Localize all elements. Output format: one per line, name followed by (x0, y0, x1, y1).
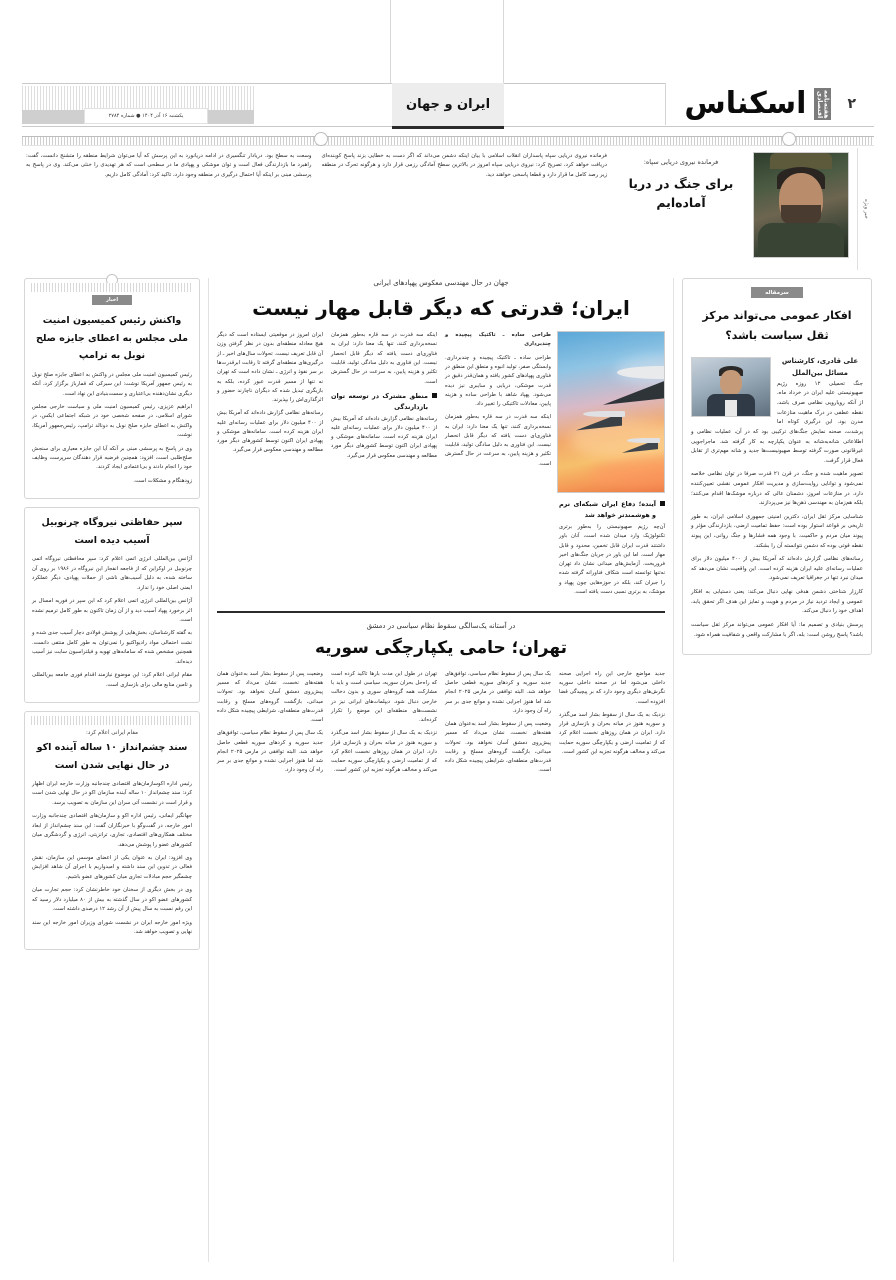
date-block (22, 84, 254, 126)
banner-vertical-label-wrap (857, 148, 874, 270)
editorial-para: پرسش بنیادی و تصمیم ما: آیا افکار عمومی می‌تواند مرکز ثقل سیاست باشد؟ پاسخ روشن است: بله، اگر با مشارکت واقعی و شفافیت همراه شود. (691, 621, 863, 638)
main-para: رسانه‌های نظامی گزارش داده‌اند که آمریکا بیش از ۴۰۰ میلیون دلار برای عملیات رسانه‌ای علیه ایران هزینه کرده است. سامانه‌های موشکی و پهپادی ایران اکنون توسط کشورهای دیگر مورد مطالعه و مهندسی معکوس قرار می‌گیرد. (331, 415, 437, 459)
main-story-grid (217, 331, 665, 601)
editorial-column (673, 278, 874, 1262)
bullet-square-icon (660, 501, 665, 506)
second-para: جدید مواضع خارجی این راه اجرایی صحنه داخلی می‌شود اما در صحنه داخلی سوریه نگرش‌های دیگری وجود دارد که بر پیچیدگی قضا افزوده است. (559, 670, 665, 705)
drone-primary (603, 374, 665, 400)
banner-photo (753, 152, 849, 258)
hatch-ornament (22, 86, 254, 110)
subhead-2-text: منطق مشترک در توسعه توان بازدارندگی (331, 391, 428, 411)
news-para: ویژه امور خارجه ایران در نشست شورای وزیران امور خارجه این سند نهایی و تصویب خواهد شد. (32, 919, 192, 935)
center-column (209, 278, 673, 1262)
news-para: جهانگیر ایمانی، رئیس اداره اکو و سازمان‌های اقتصادی چندجانبه وزارت امور خارجه، در گفت‌وگو با خبرنگاران گفت: این سند چشم‌انداز از ابعاد مختلف همکاری‌های اقتصادی، تجاری، ترانزیتی، انرژی و گردشگری میان کشورهای عضو را پوشش می‌دهد. (32, 813, 192, 848)
news-card-1-headline[interactable]: واکنش رئیس کمیسیون امنیت ملی مجلس به اعطای جایزه صلح نوبل به ترامپ (36, 315, 188, 362)
main-para: آن‌چه رژیم صهیونیستی را به‌طور برتری تکنولوژیک وارد میدان شده است، آنان باور داشتند قدرت ایران قابل تخمین، محدود و قابل مهار است. اما این باور در جریان جنگ‌های اخیر فروریخت. آزمایش‌های میدانی نشان داد تهران نه‌تنها توانسته است شکاف فناورانه گرفته شده را جبران کند، بلکه در حوزه‌هایی چون پهپاد و موشک، به برتری نسبی دست یافته است. (559, 523, 665, 595)
news-card-1-body (32, 371, 192, 487)
editorial-tag: سرمقاله (751, 287, 803, 298)
news-card-3-headline[interactable]: سند چشم‌انداز ۱۰ ساله آینده اکو در حال نهایی شدن است (36, 741, 188, 771)
news-para: زودهنگام و مشکلات است. (133, 477, 192, 484)
uniform-shape (758, 223, 844, 257)
page-number: ۲ (847, 96, 856, 112)
news-card-3[interactable] (24, 711, 200, 950)
second-story-kicker: در آستانه یک‌سالگی سقوط نظام سیاسی در دمشق (366, 622, 516, 631)
page-frame (22, 136, 874, 1262)
news-tag: اخبار (92, 295, 132, 305)
second-col-4 (217, 670, 323, 780)
hatch-ornament (31, 716, 193, 725)
news-para: رئیس اداره اکوسازمان‌های اقتصادی چندجانبه وزارت خارجه ایران اظهار کرد: سند چشم‌انداز ۱۰ ساله آینده سازمان اکو در حال نهایی شدن است و قرار است در نشست آتی سران این سازمان به تصویب برسد. (32, 781, 192, 806)
strip-rule (22, 136, 874, 146)
second-story-grid (217, 670, 665, 780)
subhead-1-text: آینده؛ دفاع ایران شبکه‌ای نرم و هوشمندتر خواهد شد (559, 500, 656, 520)
drone-secondary (576, 415, 622, 428)
main-para: طراحی ساده ـ تاکتیک پیچیده و چندبرداری. وابستگی صفر، تولید انبوه و منطق این منطق در فناوری پهپادهای کشور یافته و همان‌قدر دقیق در قدرت موشکی، دریایی و سایبری نیز دیده می‌شود. پهپاد شاهد با طراحی ساده و هزینه پایین، معادلات تاکتیکی را تغییر داد. (445, 354, 551, 408)
news-para: به گفته کارشناسان، بخش‌هایی از پوشش فولادی دچار آسیب جدی شده و نشت احتمالی مواد رادیواکتیو را نمی‌توان به طور کامل منتفی دانست. همچنین مشخص شده که سامانه‌های تهویه و فیلتراسیون سایت نیز آسیب دیده‌اند. (32, 630, 192, 665)
second-story-headline[interactable]: تهران؛ حامی یکپارچگی سوریه (314, 638, 567, 659)
brand-block (665, 83, 874, 125)
pin-icon (782, 132, 796, 146)
editorial-para: تصویر ماهیت شده و جنگ، در قرن ۲۱ قدرت صرفا در توان نظامی خلاصه نمی‌شود و توانایی روایت‌سازی و مدیریت افکار عمومی نقشی تعیین‌کننده دارد. در منازعات امروز، دشمنان عالی که درباره موشک‌ها اقدام می‌کنند؛ بلکه هم‌زمان به مهندسی ذهن‌ها نیز می‌پردازند. (691, 471, 863, 507)
news-card-3-kicker: مقام ایرانی اعلام کرد: (85, 729, 139, 736)
main-para: اینکه سه قدرت در سه قاره به‌طور همزمان نسخه‌برداری کنند، تنها یک معنا دارد: ایران به فناوری‌ای دست یافته که دیگر قابل انحصار نیست. این فناوری به دلیل سادگی تولید، قابلیت تکثیر و هزینه پایین، به سرعت در حال گسترش است. (445, 414, 551, 467)
main-para: ایران امروز در موقعیتی ایستاده است که دیگر هیچ معادله منطقه‌ای بدون در نظر گرفتن وزن آن قابل تعریف نیست. تحولات سال‌های اخیر ـ از درگیری‌های منطقه‌ای گرفته تا رقابت ابرقدرت‌ها بر سر نفوذ و انرژی ـ نشان داده است که تهران نه تنها از مسیر قدرت عبور کرده، بلکه به بازیگری تبدیل شده که دیگران ناچارند حضور و اثرگذاری‌اش را بپذیرند. (217, 332, 323, 404)
main-col-2 (445, 331, 551, 601)
news-card-2-body (32, 555, 192, 689)
banner-text (617, 148, 745, 270)
second-para: وضعیت پس از سقوط بشار اسد به‌عنوان همان هفته‌های نخست، نشان می‌داد که مسیر پیش‌روی دمشق آسان نخواهد بود. تحولات میدانی، بازگشت گروه‌های مسلح و رقابت قدرت‌های منطقه‌ای، شرایطی پیچیده شکل داده است. (217, 670, 323, 724)
second-story[interactable] (217, 621, 665, 780)
brand-logo: اسکناس (684, 86, 807, 121)
subhead-1 (559, 499, 665, 521)
second-para: تهران در طول این مدت بارها تاکید کرده است که راه‌حل بحران سوریه، سیاسی است و باید با مشارکت همه گروه‌های سوری و بدون دخالت خارجی دنبال شود. دیپلمات‌های ایرانی نیز در نشست‌های منطقه‌ای این موضع را تکرار کرده‌اند. (331, 670, 437, 724)
special-news-label: خبر ویژه (863, 199, 869, 219)
date-line: یکشنبه ۱۶ آذر ۱۴۰۴ ● شماره ۲۷۸۴ (84, 108, 208, 124)
second-para: نزدیک به یک سال از سقوط بشار اسد می‌گذرد و سوریه هنوز در میانه بحران و بازسازی قرار دارد. ایران در همان روزهای نخست اعلام کرد که از تمامیت ارضی و یکپارچگی سوریه حمایت می‌کند و مخالف هرگونه تجزیه این کشور است. (559, 711, 665, 755)
main-col-1 (559, 331, 665, 601)
brand-vertical-label: هفته‌نامه اقتصادی (815, 89, 831, 119)
main-col-3 (331, 331, 437, 601)
hatch-ornament (31, 283, 193, 292)
banner-col-1: فرمانده نیروی دریایی سپاه پاسداران انقلاب اسلامی با بیان اینکه دشمن می‌داند که اگر دست به خطایی بزند پاسخ کوبنده‌ای دریافت خواهد کرد، تصریح کرد: نیروی دریایی سپاه امروز در بالاترین سطح آمادگی رزمی قرار دارد و هرگونه تحرک در منطقه زیر رصد کامل ما قرار دارد و قطعا پاسخی خواهند دید. (321, 153, 607, 178)
main-grid (22, 278, 874, 1262)
news-card-2[interactable] (24, 507, 200, 703)
banner-col-2: وسعت به سطح بود. دریادار تنگسیری در ادامه دریانورد به این پرسش که آیا می‌توان شرایط منطقه را متشنج دانست، گفت: راهبرد ما بازدارندگی فعال است و توان موشکی و پهپادی ما در سطحی است که هر تهدیدی را خنثی می‌کند. وی در پاسخ به پرسشی مبنی بر اینکه آیا احتمال درگیری در منطقه وجود دارد، تاکید کرد: آمادگی کامل داریم. (26, 153, 312, 178)
main-para: اینکه سه قدرت در سه قاره به‌طور همزمان نسخه‌برداری کنند، تنها یک معنا دارد: ایران به فناوری‌ای دست یافته که دیگر قابل انحصار نیست. این فناوری به دلیل سادگی تولید، قابلیت تکثیر و هزینه پایین، به سرعت در حال گسترش است. (331, 332, 437, 385)
story-divider (217, 611, 665, 613)
news-para: ابراهیم عزیزی، رئیس کمیسیون امنیت ملی و سیاست خارجی مجلس شورای اسلامی، در صفحه شخصی خود در شبکه اجتماعی ایکس، در واکنش به اعطای جایزه صلح نوبل به دونالد ترامپ، رئیس‌جمهور آمریکا، نوشت. (32, 403, 192, 439)
fold-guide-left (390, 0, 391, 88)
shirt-shape (725, 400, 737, 416)
news-para: مقام ایرانی اعلام کرد: این موضوع نیازمند اقدام فوری جامعه بین‌المللی و تامین منابع مالی برای بازسازی است. (32, 672, 192, 688)
main-para: رسانه‌های نظامی گزارش داده‌اند که آمریکا بیش از ۴۰۰ میلیون دلار برای عملیات رسانه‌ای علیه ایران هزینه کرده است. سامانه‌های موشکی و پهپادی ایران اکنون توسط کشورهای دیگر مورد مطالعه و مهندسی معکوس قرار می‌گیرد. (217, 410, 323, 454)
editorial-headline[interactable]: افکار عمومی می‌تواند مرکز ثقل سیاست باشد؟ (702, 309, 852, 343)
second-col-1 (559, 670, 665, 780)
section-tab[interactable]: ایران و جهان (392, 83, 504, 129)
second-para: یک سال پس از سقوط نظام سیاسی، توافق‌های جدید سوریه و کردهای سوریه قطعی حاصل خواهد شد. البته توافقی در مارس ۲۰۲۵ انجام شد اما هنوز اجرایی نشده و موانع جدی بر سر راه آن وجود دارد. (445, 670, 551, 714)
editorial-para: کارزار شناختی دشمن هدفی نهایی دنبال می‌کند: یعنی دستیابی به افکار عمومی و ایجاد تردید نیاز در مردم و هویت و تمایز این هدف اگر تحقق یابد، اهداف خود را دنبال می‌کند. (691, 589, 863, 615)
face-shape (720, 370, 742, 396)
bullet-square-icon (432, 393, 437, 398)
news-para: آژانس بین‌المللی انرژی اتمی اعلام کرد که این سپر در فوریه امسال بر اثر برخورد پهپاد آسیب دید و از آن زمان تاکنون به طور کامل ترمیم نشده است. (32, 598, 192, 623)
news-card-3-body (32, 780, 192, 937)
news-para: وی در پاسخ به پرسشی مبنی بر آنکه آیا این جایزه معیاری برای سنجش صلح‌طلبی است، افزود: همچنین فرضیه قرار دهندگان سرپرست وظایف خود را انجام دادند و بی‌اعتمادی ایجاد کردند. (32, 445, 192, 471)
news-column (22, 278, 209, 1262)
main-story[interactable] (217, 278, 665, 601)
editorial-para: جنگ تحمیلی ۱۲ روزه رژیم صهیونیستی علیه ایران در خرداد ماه، از آنکه رویارویی نظامی صرف باشد، نقطه عطفی در درک ماهیت منازعات مدرن بود. این درگیری کوتاه اما پرشدت، صحنه نمایش جنگ‌های ترکیبی بود که در آن، عملیات نظامی و اطلاعاتی شانه‌به‌شانه به عنوان یکپارچه به کار گرفته شد. ماجراجویی غیرقانونی صورت گرفته توسط صهیونیست‌ها جدید و شانه مهم‌تری از تقابل فعال قرار گرفت. (691, 380, 863, 464)
main-col-4 (217, 331, 323, 601)
editorial-author-photo (691, 357, 771, 417)
banner-headline[interactable]: برای جنگ در دریا آماده‌ایم (628, 175, 734, 211)
editorial-para: رسانه‌های نظامی گزارش داده‌اند که آمریکا بیش از ۴۰۰ میلیون دلار برای عملیات رسانه‌ای علیه ایران هزینه کرده است. این واقعیت نشان می‌دهد که میدان نبرد تنها در جغرافیا تعریف نمی‌شود. (691, 556, 863, 582)
news-card-2-headline[interactable]: سپر حفاظتی نیروگاه چرنوبیل آسیب دیده است (41, 517, 183, 546)
banner-article[interactable] (22, 148, 874, 270)
editorial-para: شناسایی مرکز ثقل ایران، دکترین امنیتی جمهوری اسلامی ایران، به طور تاریخی بر قواعد استوار بوده است: حفظ تمامیت ارضی، بازدارندگی مؤثر و پیوند میان مردم و حاکمیت. با وجود همه فشارها و جنگ روانی، این پیوند نقطه قوتی بوده که دشمن نتوانسته آن را بشکند. (691, 513, 863, 549)
editorial-body (691, 380, 863, 640)
news-card-1[interactable] (24, 278, 200, 499)
second-para: وضعیت پس از سقوط بشار اسد به‌عنوان همان هفته‌های نخست، نشان می‌داد که مسیر پیش‌روی دمشق آسان نخواهد بود. تحولات میدانی، بازگشت گروه‌های مسلح و رقابت قدرت‌های منطقه‌ای، شرایطی پیچیده شکل داده است. (445, 721, 551, 774)
main-story-headline[interactable]: ایران؛ قدرتی که دیگر قابل مهار نیست (252, 296, 630, 321)
subhead-2 (331, 391, 437, 413)
news-para: وی افزود: ایران به عنوان یکی از اعضای موسس این سازمان، نقش فعالی در تدوین این سند داشته و امیدواریم با اجرای آن شاهد افزایش چشمگیر حجم مبادلات تجاری میان کشورهای عضو باشیم. (32, 855, 192, 880)
second-para: نزدیک به یک سال از سقوط بشار اسد می‌گذرد و سوریه هنوز در میانه بحران و بازسازی قرار دارد. ایران در همان روزهای نخست اعلام کرد که از تمامیت ارضی و یکپارچگی سوریه حمایت می‌کند و مخالف هرگونه تجزیه این کشور است. (331, 730, 437, 774)
drone-photo (557, 331, 665, 493)
fold-guide-right (503, 0, 504, 88)
banner-body (22, 148, 617, 270)
second-col-3 (331, 670, 437, 780)
main-para: طراحی ساده ـ تاکتیک پیچیده و چندبرداری (445, 332, 551, 348)
masthead (22, 83, 874, 127)
news-para: وی در بخش دیگری از سخنان خود خاطرنشان کرد: حجم تجارت میان کشورهای عضو اکو در سال گذشته به بیش از ۸۰ میلیارد دلار رسید که این رقم نسبت به سال پیش از آن رشد ۱۲ درصدی داشته است. (32, 887, 192, 913)
pin-icon (314, 132, 328, 146)
second-col-2 (445, 670, 551, 780)
editorial-byline: علی قادری، کارشناس مسائل بین‌الملل (781, 356, 859, 378)
drone-tertiary (622, 441, 658, 451)
banner-kicker: فرمانده نیروی دریایی سپاه: (643, 158, 719, 166)
second-para: یک سال پس از سقوط نظام سیاسی، توافق‌های جدید سوریه و کردهای سوریه قطعی حاصل خواهد شد. البته توافقی در مارس ۲۰۲۵ انجام شد اما هنوز اجرایی نشده و موانع جدی بر سر راه آن وجود دارد. (217, 730, 323, 774)
main-story-kicker: جهان در حال مهندسی معکوس پهپادهای ایرانی (373, 279, 509, 287)
top-banner-strip (22, 136, 874, 270)
news-para: رئیس کمیسیون امنیت ملی مجلس در واکنش به اعطای جایزه صلح نوبل به رئیس جمهور آمریکا نوشت: این سیرکی که قمارباز برگزار کرد، آنکه دیگری نشان‌دهنده بی‌اعتباری و سست‌بنیادی این نهاد است. (32, 371, 192, 397)
news-para: آژانس بین‌المللی انرژی اتمی اعلام کرد: سپر محافظتی نیروگاه اتمی چرنوبیل در اوکراین که از فاجعه انفجار این نیروگاه در ۱۹۸۶ بر روی آن ساخته شده، به دلیل آسیب‌های ناشی از حملات پهپادی، دیگر عملکرد ایمنی اصلی خود را ندارد. (32, 556, 192, 591)
editorial-card[interactable] (682, 278, 872, 655)
